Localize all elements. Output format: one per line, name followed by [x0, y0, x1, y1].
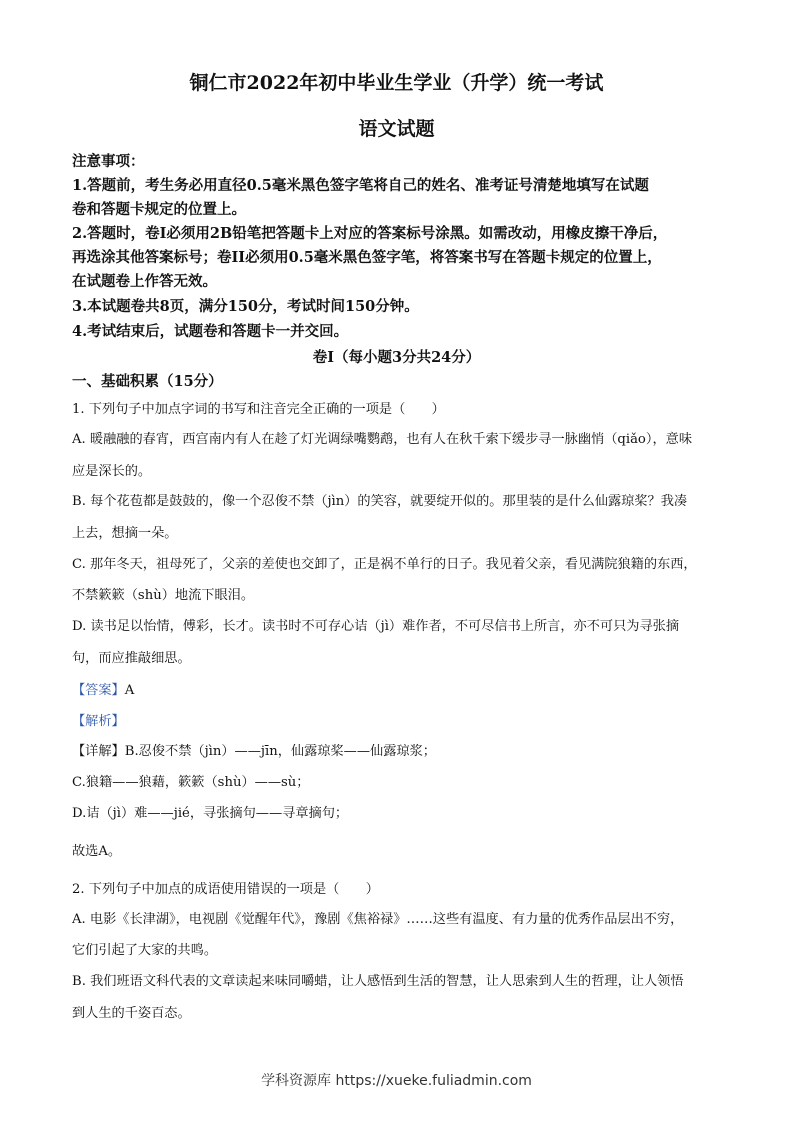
answer-line: [72, 679, 134, 698]
notice-line: 在试题卷上作答无效。: [72, 273, 217, 290]
question-stem: 2. 下列句子中加点的成语使用错误的一项是（ ）: [72, 882, 379, 897]
detail-line: D.诘（jì）难——jié，寻张摘句——寻章摘句；: [72, 806, 349, 821]
detail-line: [72, 740, 436, 759]
option-a-cont: 应是深长的。: [72, 464, 152, 479]
notice-line: 4.考试结束后，试题卷和答题卡一并交回。: [72, 323, 349, 340]
exam-title: 铜仁市2022年初中毕业生学业（升学）统一考试: [189, 72, 604, 94]
notice-line: 2.答题时，卷I必须用2B铅笔把答题卡上对应的答案标号涂黑。如需改动，用橡皮擦干净后，: [72, 225, 668, 242]
option-c: C. 那年冬天，祖母死了，父亲的差使也交卸了，正是祸不单行的日子。我见着父亲，看见满院狼籍的东西，: [72, 557, 697, 572]
notice-line: 再选涂其他答案标号；卷II必须用0.5毫米黑色签字笔，将答案书写在答题卡规定的位置上，: [72, 249, 662, 266]
analysis-label: 【解析】: [72, 714, 125, 729]
detail-text: B.忍俊不禁（jìn）——jīn，仙露琼桨——仙露琼浆；: [124, 744, 436, 759]
conclusion: 故选A。: [72, 844, 122, 859]
option-b: B. 我们班语文科代表的文章读起来味同嚼蜡，让人感悟到生活的智慧，让人思索到人生的哲理，让人领悟: [72, 974, 684, 989]
option-a: A. 电影《长津湖》，电视剧《觉醒年代》，豫剧《焦裕禄》……这些有温度、有力量的优秀作品层出不穷，: [72, 912, 684, 927]
notice-line: 卷和答题卡规定的位置上。: [72, 201, 246, 218]
detail-line: C.狼籍——狼藉，簌簌（shù）——sù；: [72, 775, 310, 790]
option-d: D. 读书足以怡情，傅彩，长才。读书时不可存心诘（jì）难作者，不可尽信书上所言，亦不可只为寻张摘: [72, 619, 680, 634]
section-heading: 一、基础积累（15分）: [72, 373, 223, 390]
option-c-cont: 不禁簌簌（shù）地流下眼泪。: [72, 588, 255, 603]
answer-value: A: [124, 683, 135, 698]
answer-label: 【答案】: [72, 683, 125, 698]
notice-line: 3.本试题卷共8页，满分150分，考试时间150分钟。: [72, 298, 419, 315]
option-b: B. 每个花苞都是鼓鼓的，像一个忍俊不禁（jìn）的笑容，就要绽开似的。那里装的是什么仙露琼桨？我凑: [72, 494, 688, 509]
detail-label: 【详解】: [72, 744, 125, 759]
volume-heading: 卷I（每小题3分共24分）: [312, 349, 481, 366]
option-d-cont: 句，而应推敲细思。: [72, 651, 191, 666]
footer-watermark: 学科资源库 https://xueke.fuliadmin.com: [261, 1073, 532, 1089]
option-b-cont: 上去，想摘一朵。: [72, 526, 178, 541]
notice-heading: 注意事项：: [72, 153, 145, 170]
question-stem: 1. 下列句子中加点字词的书写和注音完全正确的一项是（ ）: [72, 402, 445, 417]
option-b-cont: 到人生的千姿百态。: [72, 1006, 191, 1021]
exam-subtitle: 语文试题: [358, 118, 435, 140]
notice-line: 1.答题前，考生务必用直径0.5毫米黑色签字笔将自己的姓名、准考证号清楚地填写在试题: [72, 177, 649, 194]
option-a-cont: 它们引起了大家的共鸣。: [72, 943, 218, 958]
option-a: A. 暖融融的春宵，西宫南内有人在趁了灯光调绿嘴鹦鹉，也有人在秋千索下缓步寻一脉幽悄（qiǎo），意味: [72, 432, 693, 447]
